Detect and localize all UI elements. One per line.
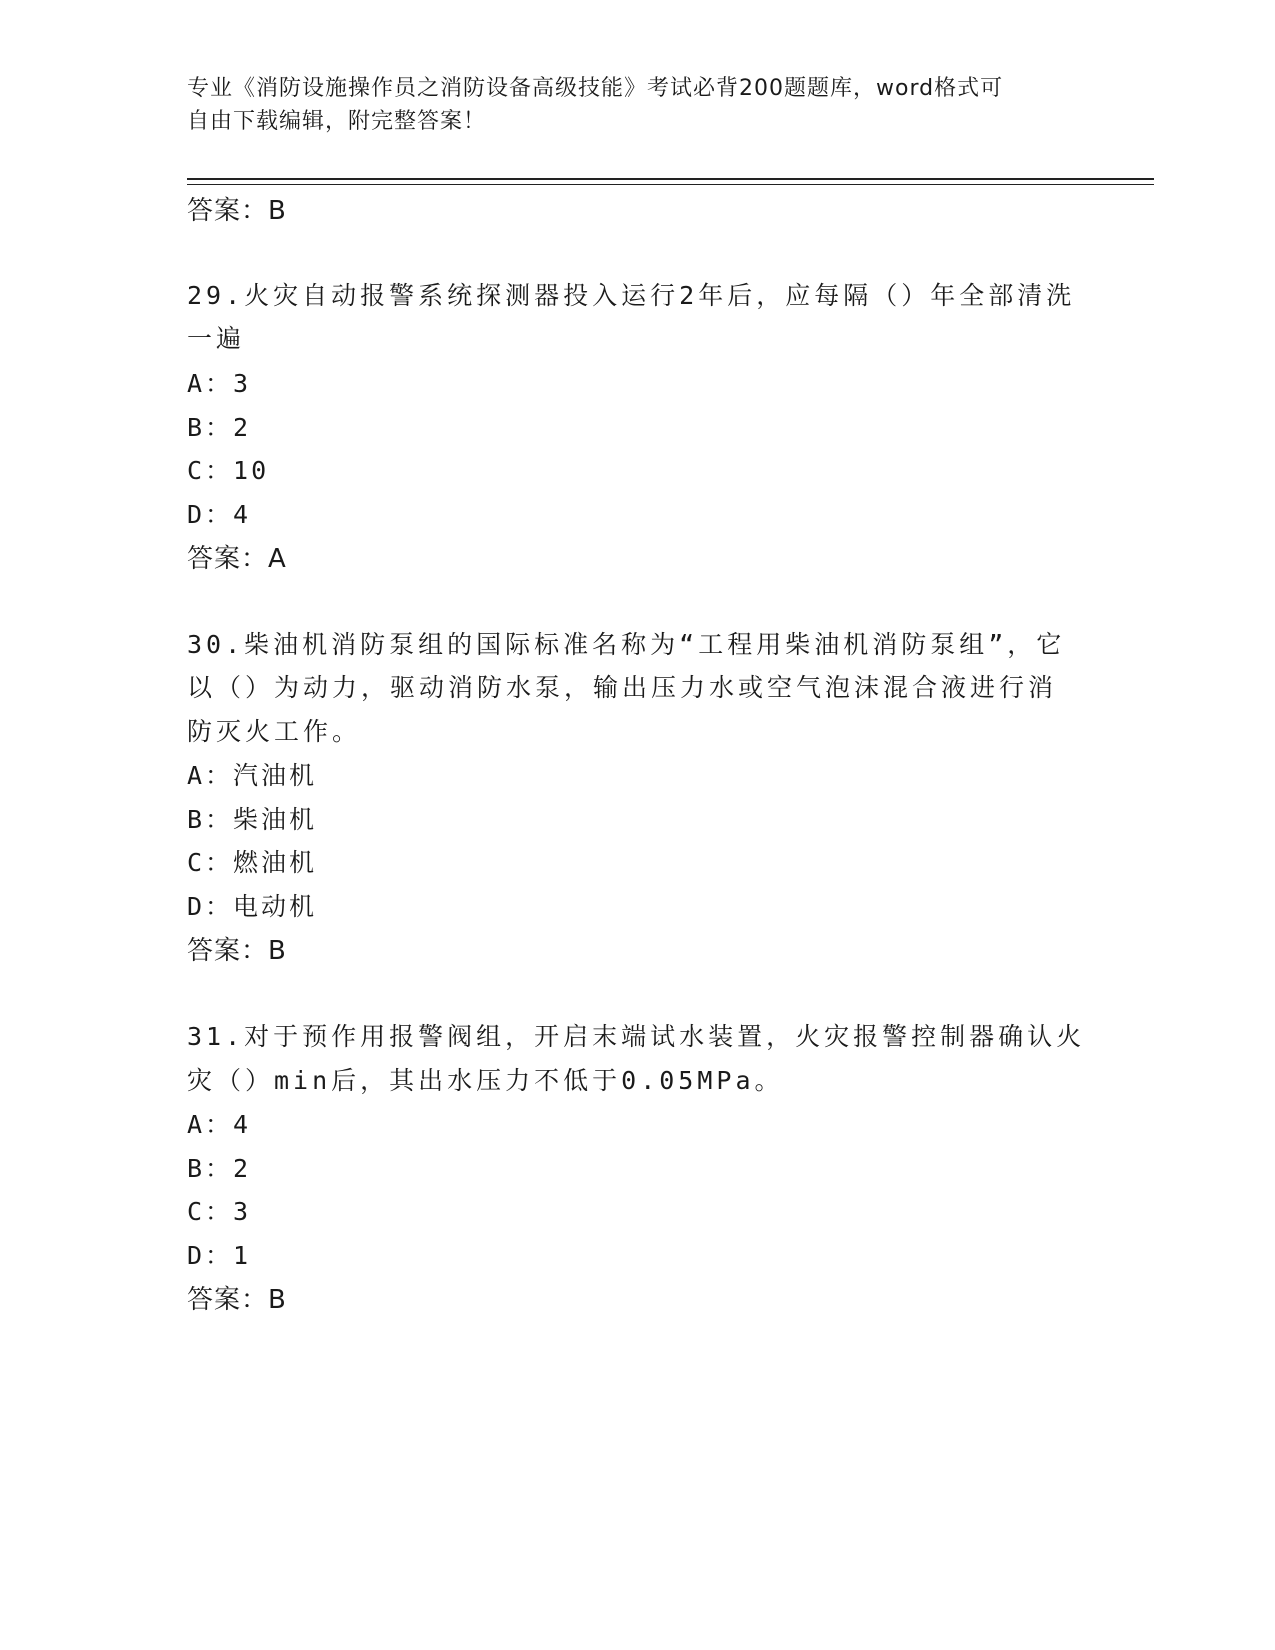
question-31-option-d: D：1	[187, 1241, 252, 1270]
question-30-text-line-3: 防灭火工作。	[187, 717, 362, 746]
question-29-answer: 答案：A	[187, 544, 287, 574]
question-30-option-c: C：燃油机	[187, 848, 318, 877]
header-rule-thin	[187, 184, 1154, 185]
header-line-2: 自由下载编辑，附完整答案！	[187, 109, 487, 134]
question-29-option-d: D：4	[187, 500, 252, 529]
header-line-1: 专业《消防设施操作员之消防设备高级技能》考试必背200题题库，word格式可	[187, 76, 1004, 101]
question-30-text-line-1: 30.柴油机消防泵组的国际标准名称为“工程用柴油机消防泵组”，它	[187, 630, 1066, 659]
question-31-option-c: C：3	[187, 1197, 252, 1226]
question-30-answer: 答案：B	[187, 936, 287, 966]
question-31-option-a: A：4	[187, 1110, 252, 1139]
question-30-option-b: B：柴油机	[187, 805, 318, 834]
document-header	[187, 72, 1087, 138]
question-31-answer: 答案：B	[187, 1285, 287, 1315]
question-31-option-b: B：2	[187, 1154, 252, 1183]
question-29-option-a: A：3	[187, 369, 252, 398]
question-31-text-line-1: 31.对于预作用报警阀组，开启末端试水装置，火灾报警控制器确认火	[187, 1022, 1086, 1051]
header-rule-thick	[187, 178, 1154, 180]
question-29-option-c: C：10	[187, 456, 270, 485]
previous-answer: 答案：B	[187, 196, 287, 226]
question-30-option-a: A：汽油机	[187, 761, 318, 790]
question-29-option-b: B：2	[187, 413, 252, 442]
question-30-option-d: D：电动机	[187, 892, 318, 921]
question-29-text-line-1: 29.火灾自动报警系统探测器投入运行2年后，应每隔（）年全部清洗	[187, 281, 1076, 310]
question-29-text-line-2: 一遍	[187, 324, 246, 353]
question-31-text-line-2: 灾（）min后，其出水压力不低于0.05MPa。	[187, 1066, 784, 1095]
question-30-text-line-2: 以（）为动力，驱动消防水泵，输出压力水或空气泡沫混合液进行消	[187, 673, 1058, 702]
